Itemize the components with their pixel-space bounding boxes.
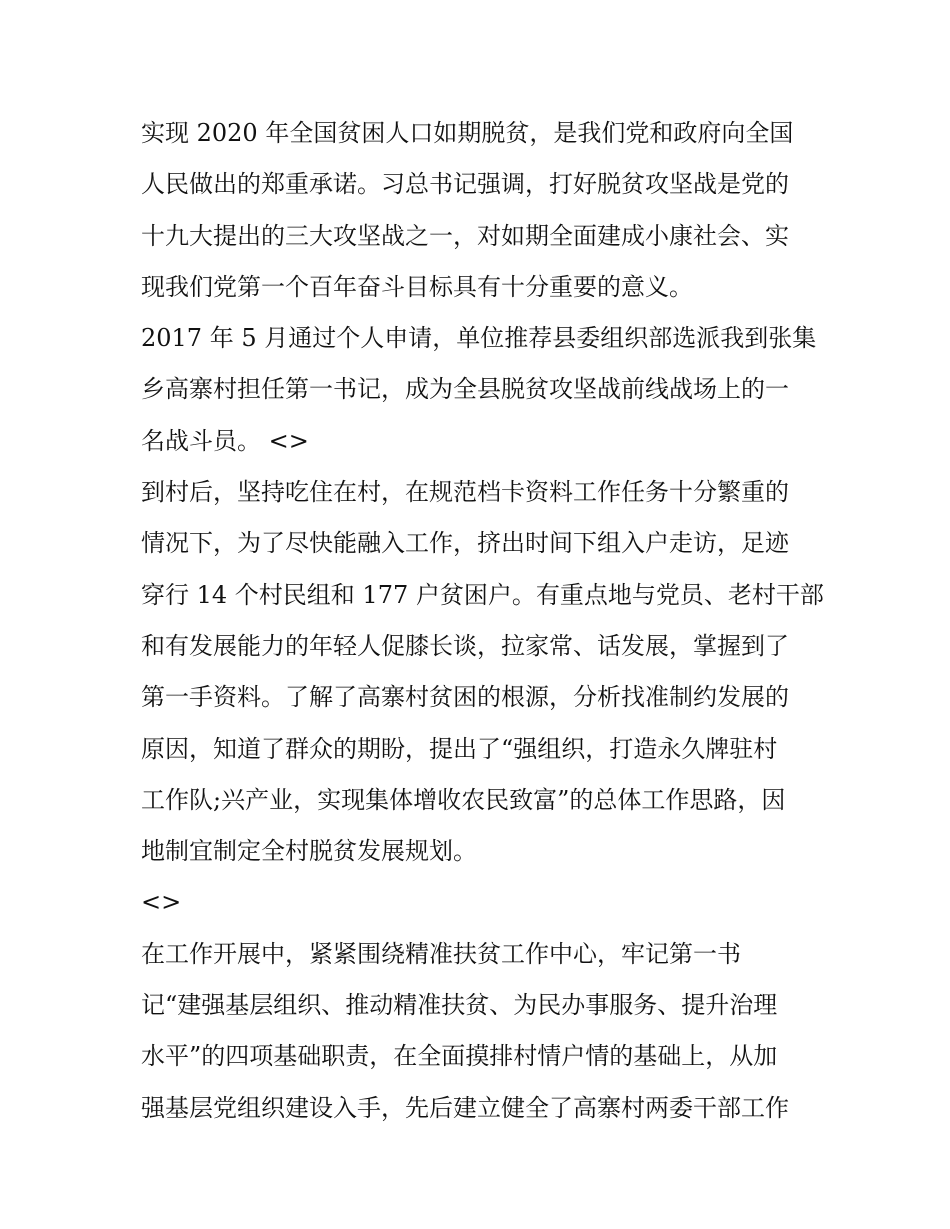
text-line: 水平”的四项基础职责，在全面摸排村情户情的基础上，从加	[141, 1042, 778, 1071]
text-line: 乡高寨村担任第一书记，成为全县脱贫攻坚战前线战场上的一	[141, 375, 789, 404]
text-line: 原因，知道了群众的期盼，提出了“强组织，打造永久牌驻村	[141, 734, 778, 763]
text-line: 工作队;兴产业，实现集体增收农民致富”的总体工作思路，因	[141, 785, 786, 814]
text-line: 实现 2020 年全国贫困人口如期脱贫，是我们党和政府向全国	[141, 119, 794, 147]
text-line: 地制宜制定全村脱贫发展规划。	[141, 837, 477, 866]
text-line: 十九大提出的三大攻坚战之一，对如期全面建成小康社会、实	[141, 221, 789, 250]
text-line: 情况下，为了尽快能融入工作，挤出时间下组入户走访，足迹	[141, 529, 789, 558]
text-line: 记“建强基层组织、推动精准扶贫、为民办事服务、提升治理	[141, 991, 778, 1020]
text-line: 到村后，坚持吃住在村，在规范档卡资料工作任务十分繁重的	[141, 478, 789, 507]
text-line: 穿行 14 个村民组和 177 户贫困户。有重点地与党员、老村干部	[141, 580, 824, 609]
document-body	[141, 108, 824, 1134]
text-line: 名战斗员。 <>	[141, 426, 309, 455]
text-line: 第一手资料。了解了高寨村贫困的根源，分析找准制约发展的	[141, 683, 789, 712]
text-line: 强基层党组织建设入手，先后建立健全了高寨村两委干部工作	[141, 1093, 789, 1122]
text-line: 和有发展能力的年轻人促膝长谈，拉家常、话发展，掌握到了	[141, 631, 789, 660]
text-line: 2017 年 5 月通过个人申请，单位推荐县委组织部选派我到张集	[141, 324, 817, 353]
text-line: 现我们党第一个百年奋斗目标具有十分重要的意义。	[141, 272, 693, 301]
text-line: 在工作开展中，紧紧围绕精准扶贫工作中心，牢记第一书	[141, 939, 741, 968]
text-line: <>	[141, 888, 182, 917]
text-line: 人民做出的郑重承诺。习总书记强调，打好脱贫攻坚战是党的	[141, 170, 789, 199]
